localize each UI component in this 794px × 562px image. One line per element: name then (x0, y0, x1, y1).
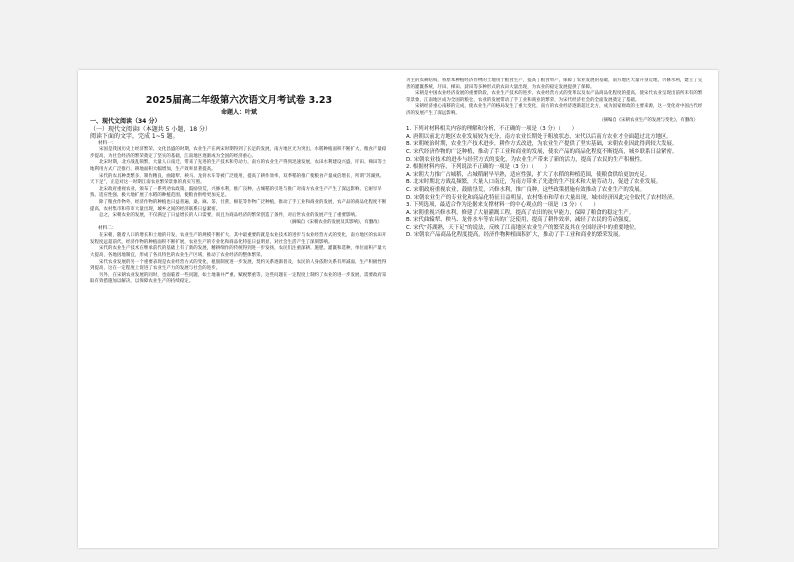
question-option: D. 宋朝农业生产的专业化和商品化特征日益明显，农村集市和草市大量出现，城市经济因此完全取代了农村经济。 (406, 194, 678, 201)
question-option: A. 宋朝大力推广占城稻，占城稻耐旱早熟，适应性强，扩大了水稻的种植范围，使粮食供给更加充足。 (406, 171, 651, 178)
paragraph: 为主的农耕结构，将原本种植经济作物的土地用于粮食生产，提高了粮食单产，保障了农业发展的基础，南方地区大量开垦荒地，兴修水利，建立了完善的灌溉系统，圩田、梯田、葑田等多种形式的农田大量出现，为农业的稳定发展提供了保障。 (406, 78, 703, 90)
paragraph: 宋代的农具种类繁多，制作精良，曲辕犁、秧马、龙骨水车等被广泛使用，提高了耕作效率，双季稻的推广使粮食产量成倍增长，所谓“苏湖熟，天下足”，正是对这一时期江南农业繁荣景象的真实写照。 (90, 173, 385, 186)
instruction: 阅读下面的文字，完成 1~5 题。 (90, 133, 179, 140)
question-option: C. 宋朝政府重视农业，鼓励垦荒，兴修水利，推广良种，这些政策措施有效推动了农业生产的发展。 (406, 186, 645, 193)
material-label: 材料二： (98, 226, 117, 232)
right-column (406, 78, 704, 540)
subsection-heading: （一）现代文阅读Ⅰ（本题共 5 小题，18 分） (90, 125, 211, 133)
paragraph: 宋国是我国历史上经济繁荣、文化昌盛的时期，农业生产在两宋时期得到了长足的发展，南方地区尤为突出，水稻种植面积不断扩大，粮食产量稳步提高，为社会经济的繁荣奠定了坚实的基础，江南地区逐渐成为全国的经济重心。 (90, 147, 387, 159)
question-option: C. 宋代“苏湖熟，天下足”的说法，反映了江南地区农业生产的繁荣及其在全国经济中的重要地位。 (406, 224, 640, 231)
question-option: B. 宋朝统治时期，农业生产技术进步，耕作方式改进，为农业生产提供了坚实基础，宋朝农业因此得到较大发展。 (406, 141, 678, 148)
question-option: A. 唐朝以前北方地区农业发展较为充分，南方农业长期处于粗放状态，宋代以后南方农业才全面超过北方地区。 (406, 133, 672, 140)
paragraph: 北宋政府重视农业，颁布了一系列劝农政策，鼓励垦荒，兴修水利，推广良种，占城稻的引进与推广对南方农业生产产生了深远影响，它耐旱早熟、适应性强，极大地扩展了水稻的种植范围，使粮食供给更加充足。 (90, 186, 382, 199)
material-label: 材料一： (98, 140, 117, 146)
paragraph: 宋代农业发展的另一个重要表现是农业经营方式的变化，租佃制度进一步发展，契约关系逐渐普及，农民的人身依附关系有所减弱，生产积极性得到提高，这在一定程度上促进了农业生产力的发展与社会的进步。 (90, 259, 387, 272)
source-citation: （摘编自《宋朝农业的发展及其影响》，有删改） (287, 219, 382, 225)
question-option: A. 宋朝重视兴修水利，修建了大量灌溉工程，提高了农田的抗旱能力，保障了粮食的稳定生产。 (406, 209, 635, 216)
question-stem: 2. 根据材料内容，下列说法不正确的一项是（3 分）（ ） (406, 164, 551, 171)
question-option: C. 宋代经济作物的广泛种植，推动了手工业和商业的发展，使农产品的商品化程度不断提高，城乡联系日益紧密。 (406, 148, 678, 155)
paragraph: 总之，宋朝农业的发展，不仅满足了日益增长的人口需要，而且为商品经济的繁荣创造了条件，对后世农业的发展产生了重要影响。 (99, 213, 360, 219)
exam-title: 2025届高二年级第六次语文月考试卷 3.23 (145, 95, 333, 106)
section-heading: 一、现代文阅读（34 分） (90, 118, 161, 125)
paragraph: 北宋时期，北方战乱频繁，大量人口南迁，带来了先进的生产技术和劳动力，南方的农业生产得到迅速发展，农田水利建设兴盛，圩田、梯田等土地利用方式广泛推行，耕地面积大幅增加，生产效率显著提高。 (90, 160, 387, 173)
paragraph: 另外，在宋朝农业发展的同时，也面临着一些问题，如土地兼并严重、赋税繁重等，这些问题在一定程度上制约了农业的进一步发展，需要政府采取有效措施加以解决，以保障农业生产的持续稳定。 (90, 272, 387, 285)
question-stem: 1. 下列对材料相关内容的理解和分析，不正确的一项是（3 分）（ ） (406, 126, 578, 133)
left-column (90, 78, 388, 540)
paragraph: 除了粮食作物外，经济作物的种植也日益普遍，桑、麻、茶、甘蔗、棉花等作物广泛种植，推动了手工业和商业的发展，农产品的商品化程度不断提高，农村集市和草市大量出现，城乡之间的经济联系日益紧密。 (90, 200, 387, 212)
source-citation: （摘编自《宋朝农业生产的发展与变化》，有删改） (599, 117, 698, 123)
paragraph: 宋代的农业生产技术在继承前代的基础上有了新的发展，精耕细作的传统得到进一步发扬，农民们注重深耕、施肥、灌溉和选种，单位面积产量大大提高，各地因地制宜，形成了各具特色的农业生产区域，推动了农业经济的整体繁荣。 (90, 246, 387, 258)
question-option: D. 宋朝农产品商品化程度提高，经济作物种植面积扩大，推动了手工业和商业的繁荣发展。 (406, 232, 624, 239)
question-option: B. 北宋时期北方战乱频繁，大量人口南迁，为南方带来了先进的生产技术和大量劳动力，促进了农业发展。 (406, 179, 662, 186)
question-stem: 3. 下列选项，最适合作为论据来支撑材料一的中心观点的一项是（3 分）（ ） (406, 202, 599, 209)
paragraph: 宋朝经济重心南移的完成，使农业生产的格局发生了重大变化，南方的农业经济逐渐超过北方，成为国家财政的主要来源，这一变化对中国古代经济的发展产生了深远影响。 (406, 104, 703, 116)
question-option: D. 宋朝农业技术的进步与经营方式的变化，为农业生产带来了新的活力，提高了农民的生产积极性。 (406, 156, 646, 163)
exam-author: 命题人：叶斌 (220, 109, 257, 116)
paragraph: 在宋朝，随着人口的增长和土地的开发，农业生产的规模不断扩大，其中最重要的就是农业技术的进步与农业经营方式的变化，南方地区的农田开发程度远超前代，经济作物的种植面积不断扩展，农业生产的专业化和商品化特征日益明显，对社会生活产生了深刻影响。 (90, 233, 387, 245)
question-option: B. 宋代曲辕犁、秧马、龙骨水车等农具的广泛使用，提高了耕作效率，减轻了农民的劳动强度。 (406, 217, 635, 224)
paragraph: 宋朝是中国农业经济发展的重要阶段，农业生产技术的进步、农业经营方式的变革以及农产品商品化程度的提高，使宋代农业呈现出前所未有的繁荣景象，江南地区成为全国的粮仓，农业的发展带动了手工业和商业的繁荣，为宋代经济社会的全面发展奠定了基础。 (406, 91, 703, 103)
exam-page (78, 70, 718, 548)
